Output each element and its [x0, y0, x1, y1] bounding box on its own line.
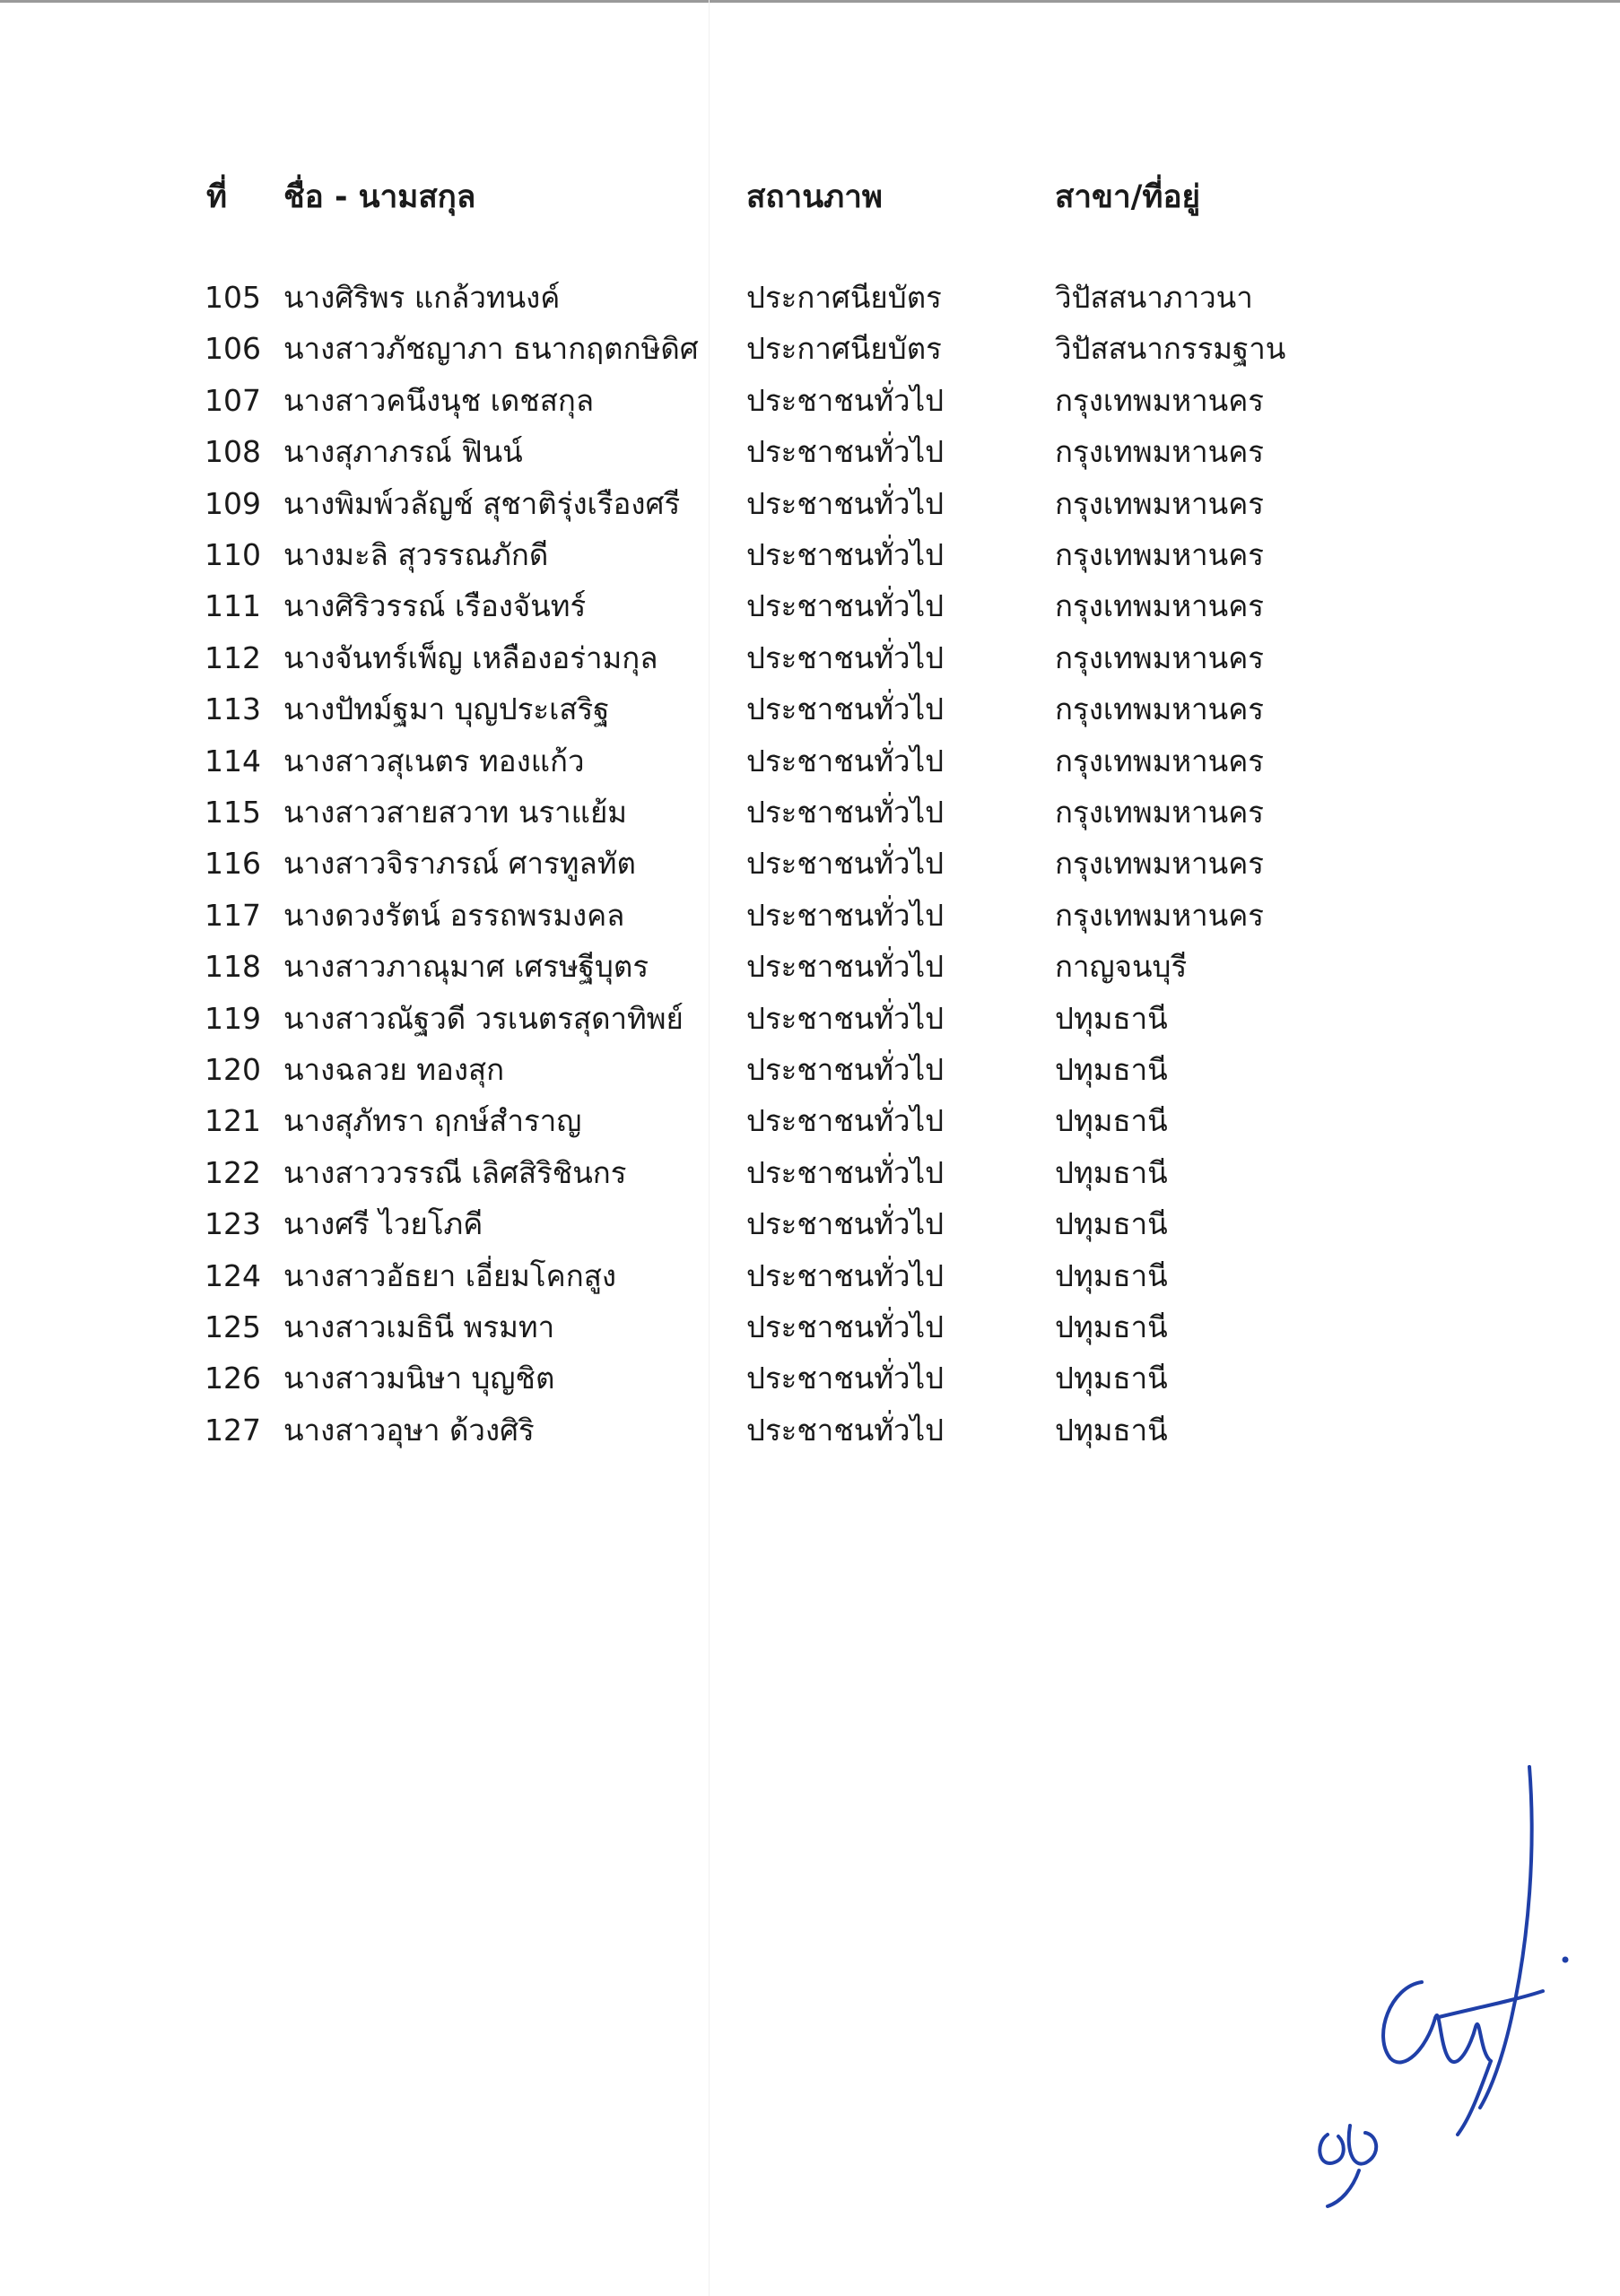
handwritten-signature-icon	[1256, 1749, 1597, 2215]
header-status: สถานภาพ	[746, 179, 883, 215]
row-no: 126	[205, 1361, 261, 1396]
row-branch: วิปัสสนากรรมฐาน	[1055, 331, 1286, 367]
row-branch: ปทุมธานี	[1055, 1309, 1168, 1344]
table-row	[0, 631, 1620, 685]
row-status: ประชาชนทั่วไป	[746, 846, 945, 882]
row-no: 114	[205, 743, 261, 778]
row-no: 122	[205, 1154, 261, 1190]
row-no: 117	[205, 897, 261, 933]
row-status: ประกาศนียบัตร	[746, 331, 942, 367]
row-name: นางศิริวรรณ์ เรืองจันทร์	[283, 588, 587, 624]
row-branch: ปทุมธานี	[1055, 1103, 1168, 1139]
scan-edge	[0, 0, 1620, 3]
row-branch: กรุงเทพมหานคร	[1055, 691, 1264, 727]
row-branch: กรุงเทพมหานคร	[1055, 485, 1264, 521]
table-row	[0, 683, 1620, 736]
row-branch: กรุงเทพมหานคร	[1055, 588, 1264, 624]
row-no: 120	[205, 1052, 261, 1087]
row-status: ประชาชนทั่วไป	[746, 1000, 945, 1036]
table-row	[0, 1404, 1620, 1457]
header-branch: สาขา/ที่อยู่	[1055, 179, 1200, 215]
row-name: นางปัทม์ฐมา บุญประเสริฐ	[283, 691, 610, 727]
row-name: นางสาวจิราภรณ์ ศารทูลทัต	[283, 846, 636, 882]
row-name: นางศรี ไวยโภคี	[283, 1206, 483, 1242]
row-status: ประชาชนทั่วไป	[746, 795, 945, 830]
row-branch: กรุงเทพมหานคร	[1055, 537, 1264, 572]
row-status: ประชาชนทั่วไป	[746, 537, 945, 572]
row-name: นางสาวอุษา ด้วงศิริ	[283, 1412, 535, 1448]
row-no: 119	[205, 1000, 261, 1036]
row-status: ประชาชนทั่วไป	[746, 485, 945, 521]
row-no: 110	[205, 537, 261, 572]
table-row	[0, 1146, 1620, 1200]
row-status: ประชาชนทั่วไป	[746, 588, 945, 624]
row-status: ประชาชนทั่วไป	[746, 1309, 945, 1344]
table-row	[0, 1043, 1620, 1097]
row-no: 118	[205, 949, 261, 985]
row-status: ประชาชนทั่วไป	[746, 1361, 945, 1396]
row-status: ประกาศนียบัตร	[746, 280, 942, 315]
row-name: นางมะลิ สุวรรณภักดี	[283, 537, 549, 572]
row-branch: ปทุมธานี	[1055, 1052, 1168, 1087]
row-branch: ปทุมธานี	[1055, 1154, 1168, 1190]
row-status: ประชาชนทั่วไป	[746, 897, 945, 933]
row-branch: กรุงเทพมหานคร	[1055, 382, 1264, 418]
row-status: ประชาชนทั่วไป	[746, 1154, 945, 1190]
row-name: นางสาวมนิษา บุญชิต	[283, 1361, 555, 1396]
row-no: 123	[205, 1206, 261, 1242]
row-status: ประชาชนทั่วไป	[746, 1257, 945, 1293]
row-no: 115	[205, 795, 261, 830]
table-row	[0, 1197, 1620, 1251]
row-name: นางสาวอัธยา เอี่ยมโคกสูง	[283, 1257, 616, 1293]
table-row	[0, 425, 1620, 479]
row-name: นางศิริพร แกล้วทนงค์	[283, 280, 561, 315]
row-name: นางฉลวย ทองสุก	[283, 1052, 505, 1087]
table-row	[0, 735, 1620, 788]
row-branch: ปทุมธานี	[1055, 1412, 1168, 1448]
row-no: 112	[205, 639, 261, 675]
table-row	[0, 1249, 1620, 1303]
table-row	[0, 322, 1620, 376]
table-row	[0, 579, 1620, 633]
row-status: ประชาชนทั่วไป	[746, 1206, 945, 1242]
row-name: นางสุภาภรณ์ ฟินน์	[283, 434, 523, 470]
row-no: 107	[205, 382, 261, 418]
row-no: 111	[205, 588, 261, 624]
row-name: นางสาววรรณี เลิศสิริชินกร	[283, 1154, 627, 1190]
row-status: ประชาชนทั่วไป	[746, 743, 945, 778]
table-row	[0, 992, 1620, 1046]
row-no: 127	[205, 1412, 261, 1448]
row-status: ประชาชนทั่วไป	[746, 639, 945, 675]
row-status: ประชาชนทั่วไป	[746, 949, 945, 985]
row-status: ประชาชนทั่วไป	[746, 691, 945, 727]
row-name: นางสาวภาณุมาศ เศรษฐีบุตร	[283, 949, 649, 985]
row-branch: ปทุมธานี	[1055, 1257, 1168, 1293]
row-status: ประชาชนทั่วไป	[746, 1412, 945, 1448]
table-row	[0, 1352, 1620, 1405]
row-branch: วิปัสสนาภาวนา	[1055, 280, 1253, 315]
row-status: ประชาชนทั่วไป	[746, 382, 945, 418]
row-name: นางสุภัทรา ฤกษ์สำราญ	[283, 1103, 582, 1139]
row-no: 109	[205, 485, 261, 521]
row-status: ประชาชนทั่วไป	[746, 1103, 945, 1139]
table-row	[0, 271, 1620, 325]
row-branch: ปทุมธานี	[1055, 1206, 1168, 1242]
row-no: 116	[205, 846, 261, 882]
row-branch: ปทุมธานี	[1055, 1361, 1168, 1396]
table-row	[0, 1300, 1620, 1354]
table-row	[0, 528, 1620, 582]
row-name: นางสาวสายสวาท นราแย้ม	[283, 795, 628, 830]
row-no: 124	[205, 1257, 261, 1293]
row-name: นางสาวเมธินี พรมทา	[283, 1309, 555, 1344]
row-branch: กรุงเทพมหานคร	[1055, 846, 1264, 882]
row-no: 113	[205, 691, 261, 727]
table-row	[0, 374, 1620, 428]
header-no: ที่	[206, 179, 228, 215]
row-name: นางสาวคนึงนุช เดชสกุล	[283, 382, 595, 418]
table-row	[0, 1094, 1620, 1148]
row-no: 106	[205, 331, 261, 367]
table-row	[0, 940, 1620, 994]
row-name: นางจันทร์เพ็ญ เหลืองอร่ามกุล	[283, 639, 658, 675]
row-name: นางพิมพ์วลัญช์ สุชาติรุ่งเรืองศรี	[283, 485, 681, 521]
row-name: นางสาวภัชญาภา ธนากฤตกษิดิศ	[283, 331, 699, 367]
row-status: ประชาชนทั่วไป	[746, 434, 945, 470]
row-no: 105	[205, 280, 261, 315]
table-row	[0, 889, 1620, 943]
row-no: 121	[205, 1103, 261, 1139]
row-no: 108	[205, 434, 261, 470]
row-branch: ปทุมธานี	[1055, 1000, 1168, 1036]
table-header	[0, 170, 1620, 224]
table-row	[0, 477, 1620, 531]
row-name: นางสาวณัฐวดี วรเนตรสุดาทิพย์	[283, 1000, 684, 1036]
row-branch: กรุงเทพมหานคร	[1055, 743, 1264, 778]
row-no: 125	[205, 1309, 261, 1344]
row-name: นางดวงรัตน์ อรรถพรมงคล	[283, 897, 625, 933]
row-branch: กรุงเทพมหานคร	[1055, 639, 1264, 675]
row-branch: กรุงเทพมหานคร	[1055, 897, 1264, 933]
table-row	[0, 786, 1620, 839]
row-branch: กรุงเทพมหานคร	[1055, 434, 1264, 470]
row-status: ประชาชนทั่วไป	[746, 1052, 945, 1087]
header-name: ชื่อ - นามสกุล	[283, 179, 476, 215]
row-branch: กรุงเทพมหานคร	[1055, 795, 1264, 830]
row-branch: กาญจนบุรี	[1055, 949, 1188, 985]
table-row	[0, 837, 1620, 891]
row-name: นางสาวสุเนตร ทองแก้ว	[283, 743, 585, 778]
